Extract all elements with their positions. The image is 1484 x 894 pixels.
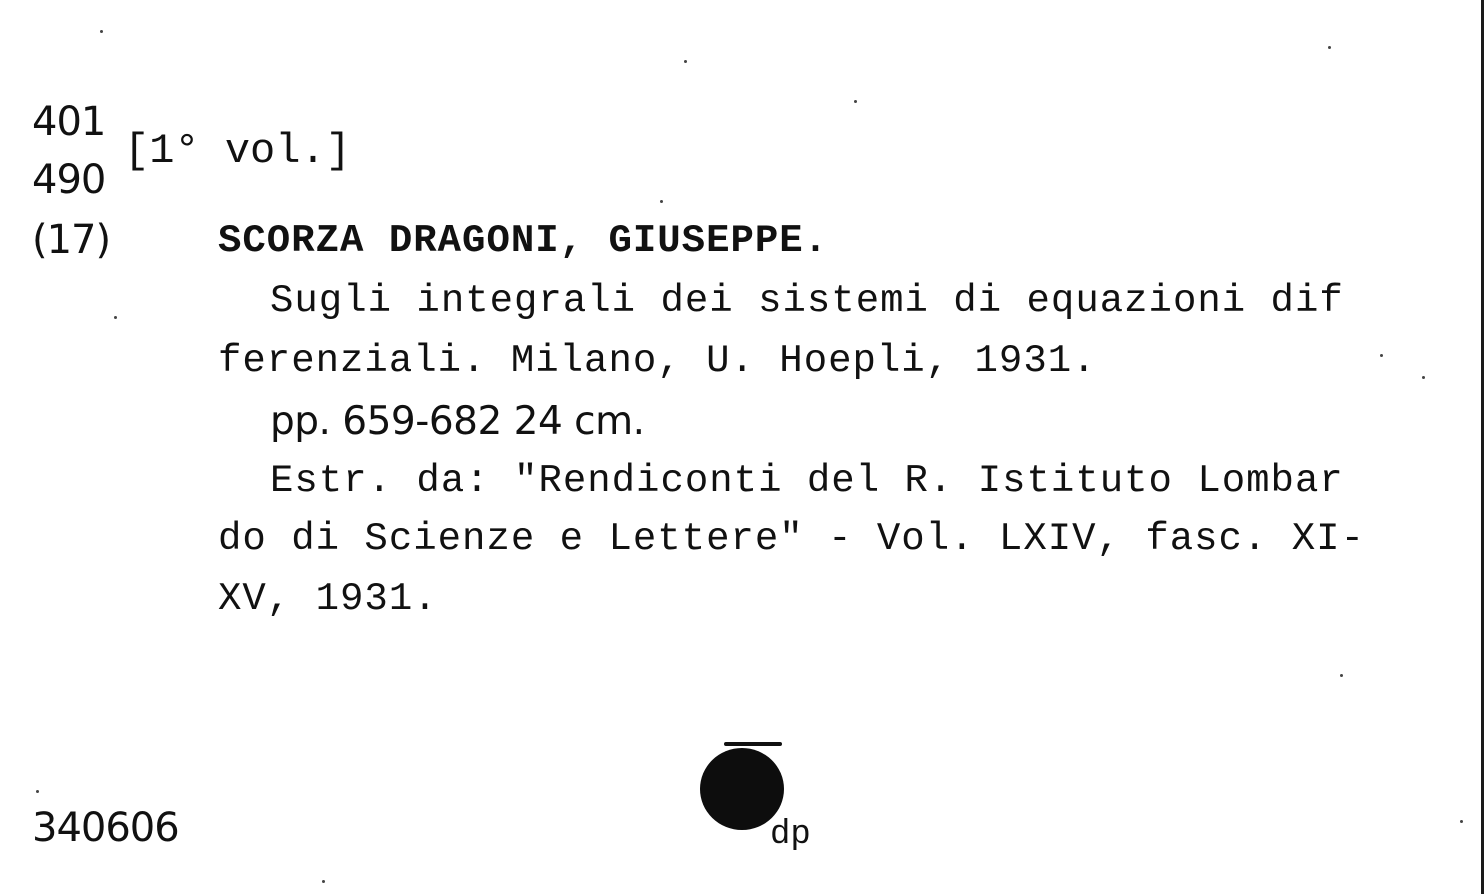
speck [1460, 820, 1463, 823]
collation: pp. 659-682 24 cm. [270, 399, 645, 444]
speck [1328, 46, 1331, 49]
speck [36, 790, 39, 793]
call-number-line-2: 490 [32, 157, 106, 203]
speck [100, 30, 103, 33]
title-line-2: ferenziali. Milano, U. Hoepli, 1931. [218, 339, 1097, 383]
volume-note: [1° vol.] [124, 127, 351, 175]
call-number-line-3: (17) [32, 217, 111, 263]
speck [114, 316, 117, 319]
title-line-1: Sugli integrali dei sistemi di equazioni dif [270, 279, 1344, 323]
author-heading: SCORZA DRAGONI, GIUSEPPE. [218, 219, 829, 263]
speck [322, 880, 325, 883]
note-line-2: do di Scienze e Lettere" - Vol. LXIV, fasc. XI- [218, 517, 1365, 561]
stamp-mark [724, 742, 782, 746]
speck [660, 200, 663, 203]
note-line-1: Estr. da: "Rendiconti del R. Istituto Lombar [270, 459, 1344, 503]
speck [684, 60, 687, 63]
accession-number: 340606 [32, 805, 179, 851]
speck [1340, 674, 1343, 677]
speck [1422, 376, 1425, 379]
call-number-line-1: 401 [32, 99, 106, 145]
note-line-3: XV, 1931. [218, 577, 438, 621]
stamp-initials: dp [770, 816, 811, 854]
speck [1380, 354, 1383, 357]
speck [854, 100, 857, 103]
